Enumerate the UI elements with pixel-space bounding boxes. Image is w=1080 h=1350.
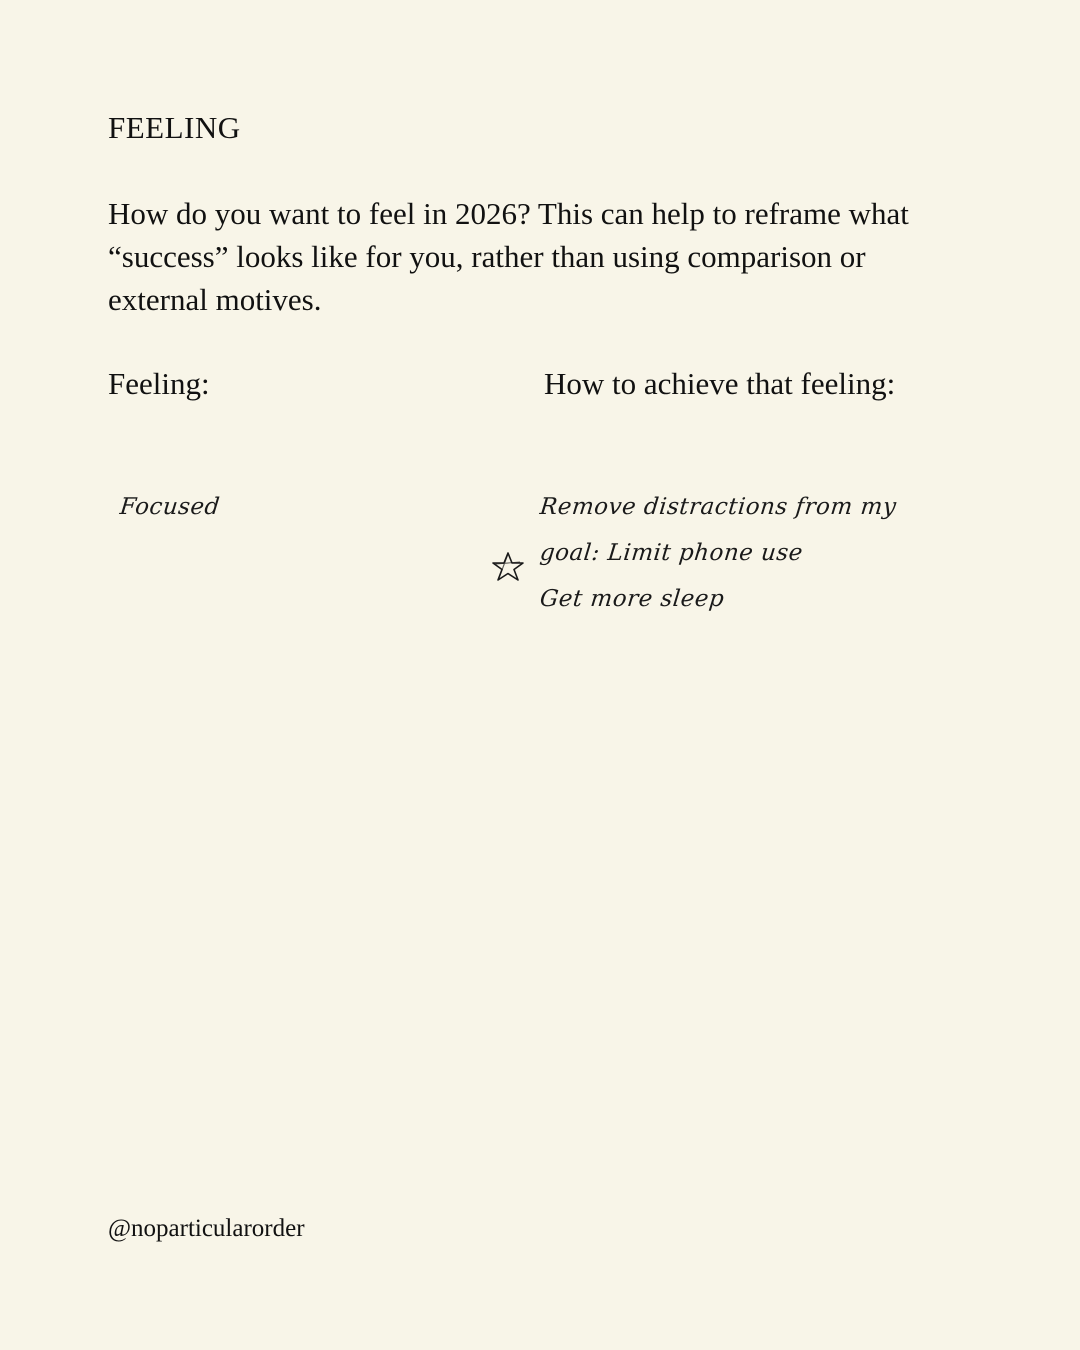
account-handle: @noparticularorder [108, 1215, 305, 1242]
section-heading: FEELING [108, 110, 241, 145]
handwritten-action: Get more sleep [538, 586, 726, 612]
handwritten-actions-list [540, 484, 896, 622]
handwritten-feeling: Focused [118, 494, 222, 520]
intro-paragraph: How do you want to feel in 2026? This can help to reframe what “success” looks like for you, rather than using comparison or external motives. [108, 196, 909, 317]
achieve-column-label: How to achieve that feeling: [544, 366, 896, 401]
feeling-column-label: Feeling: [108, 366, 210, 401]
star-icon [491, 550, 525, 584]
handwritten-action: Remove distractions from my [538, 494, 898, 520]
handwritten-action: goal: Limit phone use [538, 540, 805, 566]
